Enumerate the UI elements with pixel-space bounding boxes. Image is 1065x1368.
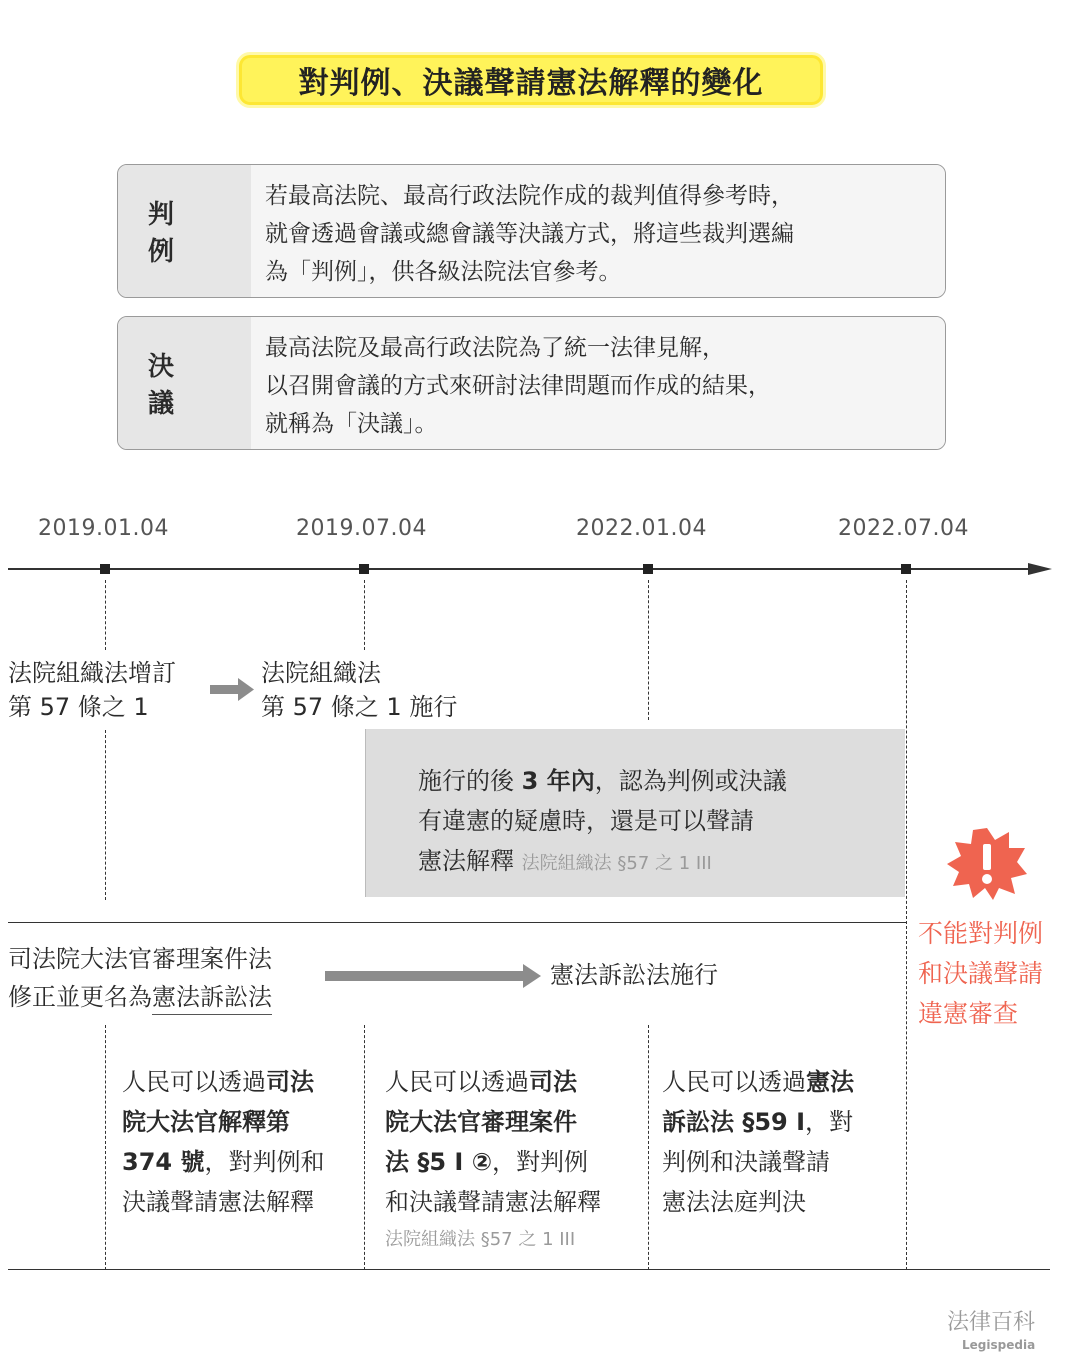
dashed-guide [364,1025,365,1270]
dashed-guide [105,730,106,900]
warning-line: 和決議聲請 [918,959,1044,988]
dashed-guide [105,580,106,650]
period-remedy-col2 [385,1062,601,1258]
definition-panel-panli [117,164,946,298]
legal-citation: 法院組織法 §57 之 1 III [521,853,712,874]
timeline-marker [359,564,369,574]
brand-logo: 法律百科 [947,1310,1036,1335]
remedy-text: 判例和決議聲請 [662,1148,830,1176]
remedy-text: ，對判例 [492,1148,589,1176]
timeline-date: 2019.07.04 [296,516,427,541]
event-line: 法院組織法 [261,659,381,687]
remedy-text: 人民可以透過 [662,1068,806,1096]
legal-citation: 法院組織法 §57 之 1 III [385,1229,576,1250]
definition-label: 判例 [118,165,251,297]
remedy-emphasis: 院大法官審理案件 [385,1108,577,1136]
event-line: 第 57 條之 1 施行 [261,693,458,721]
remedy-text: ，對判例和 [204,1148,325,1176]
remedy-emphasis: 法 §5 I ② [385,1148,493,1176]
event-court-org-effective [261,656,457,724]
definition-line: 最高法院及最高行政法院為了統一法律見解， [265,335,725,361]
event-line: 第 57 條之 1 [8,693,149,721]
arrow-right-icon [325,962,543,990]
warning-line: 違憲審查 [918,999,1019,1028]
dashed-guide [648,1025,649,1270]
transition-text: 施行的後 [418,767,522,795]
remedy-emphasis: 司法 [266,1068,314,1096]
remedy-emphasis: 374 號 [122,1148,205,1176]
period-remedy-col1 [122,1062,324,1222]
definition-text [251,317,945,449]
timeline-marker [100,564,110,574]
definition-line: 為「判例」，供各級法院法官參考。 [265,259,622,285]
period-remedy-col3 [662,1062,854,1222]
event-line: 修正並更名為 [8,983,152,1011]
brand-logo-en: Legispedia [962,1338,1036,1352]
definition-line: 若最高法院、最高行政法院作成的裁判值得參考時， [265,183,794,209]
remedy-emphasis: 院大法官解釋第 [122,1108,290,1136]
definition-text [251,165,945,297]
dashed-guide [906,580,907,1270]
transition-text: ，認為判例或決議 [594,767,787,795]
transition-text: 憲法解釋 [418,847,514,875]
definition-label: 決議 [118,317,251,449]
event-constitutional-court-act-amend [8,940,272,1016]
remedy-text: 憲法法庭判決 [662,1188,806,1216]
timeline-date: 2019.01.04 [38,516,169,541]
transition-period-box [365,729,905,897]
remedy-emphasis: 憲法 [806,1068,854,1096]
timeline-marker [643,564,653,574]
event-line: 司法院大法官審理案件法 [8,945,272,973]
warning-line: 不能對判例 [918,919,1044,948]
remedy-text: 人民可以透過 [122,1068,266,1096]
dashed-guide [364,580,365,650]
dashed-guide [105,1025,106,1270]
event-line: 法院組織法增訂 [8,659,176,687]
timeline-date: 2022.07.04 [838,516,969,541]
definition-line: 就稱為「決議」。 [265,411,438,437]
transition-text: 有違憲的疑慮時，還是可以聲請 [418,807,754,835]
transition-emphasis: 3 年內 [521,767,595,795]
definition-line: 以召開會議的方式來研討法律問題而作成的結果， [265,373,771,399]
underlined-term: 憲法訴訟法 [152,983,272,1015]
remedy-text: 和決議聲請憲法解釋 [385,1188,601,1216]
warning-burst-icon [945,826,1029,902]
remedy-text: 決議聲請憲法解釋 [122,1188,314,1216]
definition-line: 就會透過會議或總會議等決議方式，將這些裁判選編 [265,221,794,247]
timeline-marker [901,564,911,574]
arrow-right-icon [210,676,256,702]
dashed-guide [648,580,649,720]
remedy-text: ，對 [805,1108,854,1136]
remedy-text: 人民可以透過 [385,1068,529,1096]
definition-panel-jueyi [117,316,946,450]
timeline-date: 2022.01.04 [576,516,707,541]
section-divider [8,922,906,923]
bottom-divider [8,1269,1050,1270]
remedy-emphasis: 司法 [529,1068,577,1096]
warning-text [918,914,1043,1034]
event-constitutional-court-act-effective: 憲法訴訟法施行 [550,961,718,989]
remedy-emphasis: 訴訟法 §59 I [662,1108,806,1136]
page-title: 對判例、決議聲請憲法解釋的變化 [236,52,826,108]
event-court-org-amend [8,656,176,724]
